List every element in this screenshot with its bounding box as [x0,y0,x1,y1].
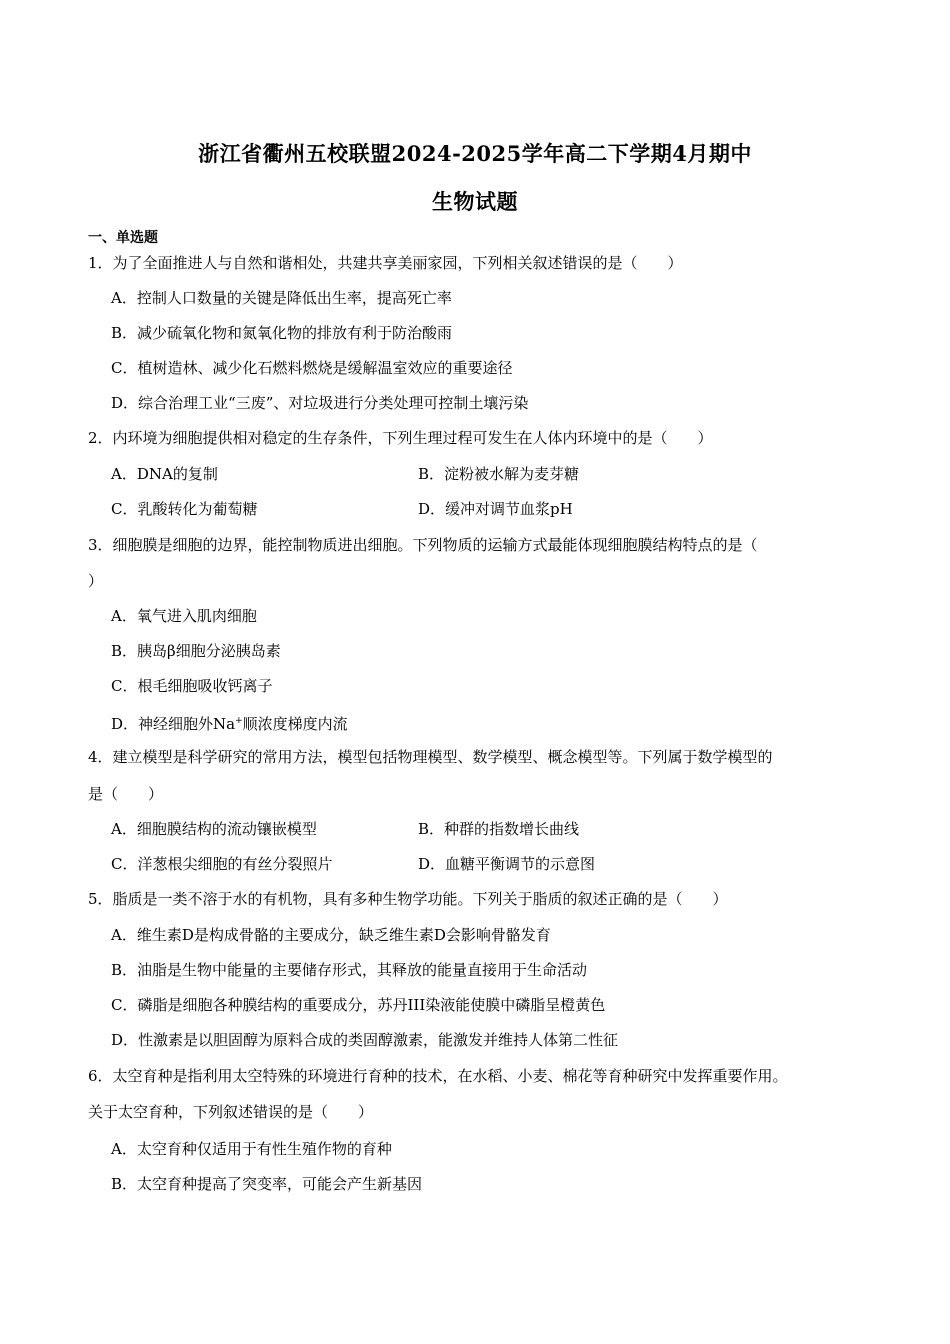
question-3-option-a: A．氧气进入肌肉细胞 [111,607,257,625]
question-6-stem: 6．太空育种是指利用太空特殊的环境进行育种的技术，在水稻、小麦、棉花等育种研究中发挥重要作用。 [88,1067,788,1085]
question-1-stem: 1．为了全面推进人与自然和谐相处，共建共享美丽家园，下列相关叙述错误的是（ ） [88,254,683,272]
question-1-option-a: A．控制人口数量的关键是降低出生率，提高死亡率 [111,289,452,307]
question-3-stem-continued: ） [88,572,104,590]
question-6-stem-continued: 关于太空育种，下列叙述错误的是（ ） [88,1103,374,1121]
question-6-option-b: B．太空育种提高了突变率，可能会产生新基因 [111,1175,423,1193]
question-5-option-b: B．油脂是生物中能量的主要储存形式，其释放的能量直接用于生命活动 [111,961,588,979]
question-3-option-d [111,711,348,734]
section-heading: 一、单选题 [88,230,158,246]
question-4-option-d: D．血糖平衡调节的示意图 [418,855,596,873]
question-5-option-a: A．维生素D是构成骨骼的主要成分，缺乏维生素D会影响骨骼发育 [111,926,551,944]
question-5-stem: 5．脂质是一类不溶于水的有机物，具有多种生物学功能。下列关于脂质的叙述正确的是（ ） [88,890,728,908]
question-5-option-c: C．磷脂是细胞各种膜结构的重要成分，苏丹III染液能使膜中磷脂呈橙黄色 [111,996,606,1014]
document-title: 浙江省衢州五校联盟2024-2025学年高二下学期4月期中 [198,141,752,166]
question-3-option-c: C．根毛细胞吸收钙离子 [111,677,273,695]
question-5-option-d: D．性激素是以胆固醇为原料合成的类固醇激素，能激发并维持人体第二性征 [111,1031,619,1049]
question-2-option-c: C．乳酸转化为葡萄糖 [111,500,258,518]
question-1-option-d: D．综合治理工业“三废”、对垃圾进行分类处理可控制土壤污染 [111,394,529,412]
question-4-option-a: A．细胞膜结构的流动镶嵌模型 [111,820,317,838]
question-1-option-c: C．植树造林、减少化石燃料燃烧是缓解温室效应的重要途径 [111,359,513,377]
question-2-option-d: D．缓冲对调节血浆pH [418,500,573,518]
question-4-option-b: B．种群的指数增长曲线 [418,820,580,838]
sodium-ion-charge: + [235,716,243,726]
question-3-stem: 3．细胞膜是细胞的边界，能控制物质进出细胞。下列物质的运输方式最能体现细胞膜结构特点的是（ [88,536,758,554]
question-3-option-d-tail: 顺浓度梯度内流 [242,715,348,733]
question-2-option-a: A．DNA的复制 [111,465,218,483]
question-4-stem: 4．建立模型是科学研究的常用方法，模型包括物理模型、数学模型、概念模型等。下列属于数学模型的 [88,748,773,766]
question-1-option-b: B．减少硫氧化物和氮氧化物的排放有利于防治酸雨 [111,324,453,342]
question-3-option-b: B．胰岛β细胞分泌胰岛素 [111,642,281,660]
question-2-option-b: B．淀粉被水解为麦芽糖 [418,465,580,483]
question-2-stem: 2．内环境为细胞提供相对稳定的生存条件，下列生理过程可发生在人体内环境中的是（ ） [88,429,713,447]
question-6-option-a: A．太空育种仅适用于有性生殖作物的育种 [111,1140,392,1158]
question-4-option-c: C．洋葱根尖细胞的有丝分裂照片 [111,855,333,873]
question-4-stem-continued: 是（ ） [88,785,164,803]
document-subtitle: 生物试题 [432,189,518,214]
question-3-option-d-text: D．神经细胞外Na [111,715,236,733]
